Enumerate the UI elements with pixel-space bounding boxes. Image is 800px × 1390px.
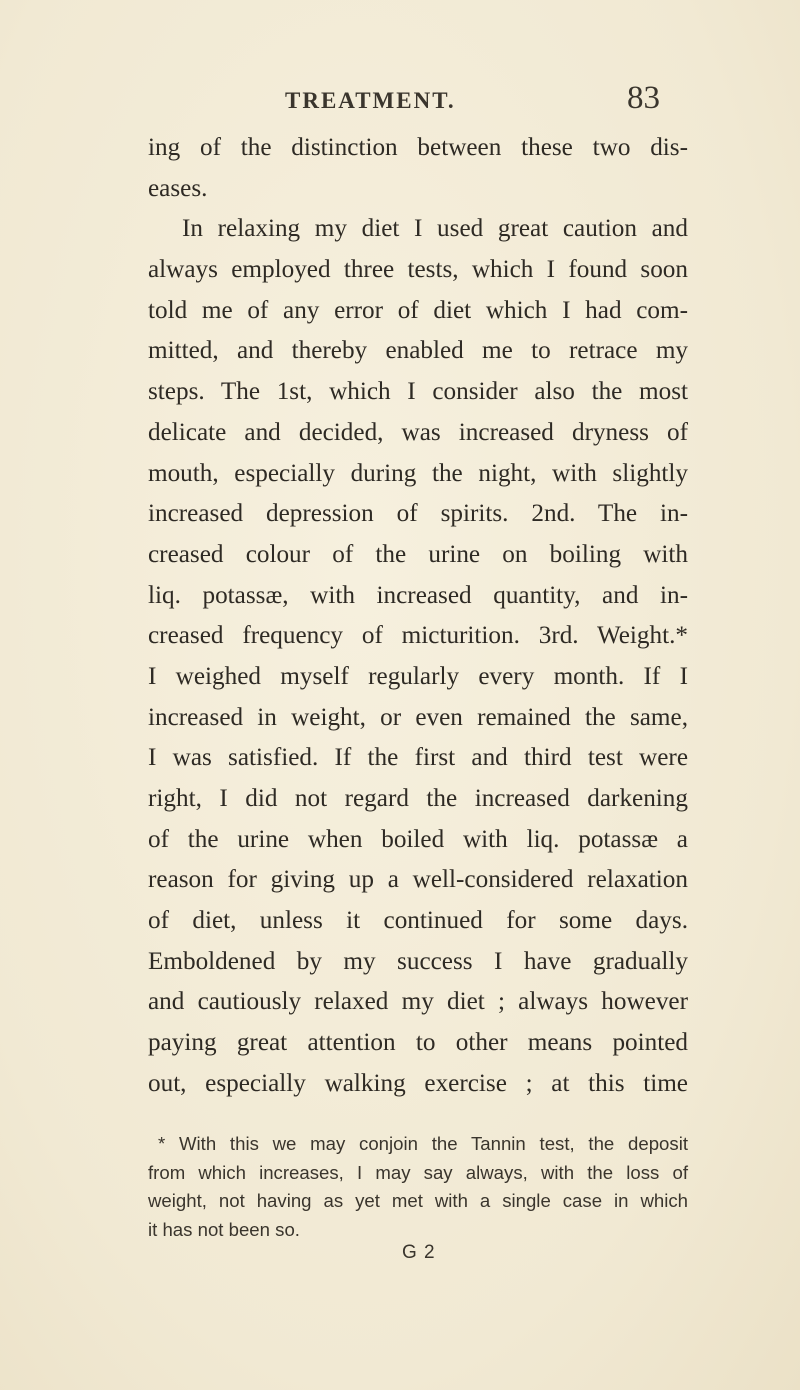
body-line: increased depression of spirits. 2nd. The in- <box>148 500 688 528</box>
footnote <box>148 1130 688 1244</box>
page-number: 83 <box>627 80 660 116</box>
body-line: I was satisfied. If the first and third test were <box>148 744 688 772</box>
body-line: of diet, unless it continued for some days. <box>148 907 688 935</box>
body-line: eases. <box>148 174 208 202</box>
running-head: TREATMENT. <box>285 88 456 113</box>
body-line: right, I did not regard the increased darkening <box>148 785 688 812</box>
body-line: and cautiously relaxed my diet ; always however <box>148 988 688 1016</box>
body-line: steps. The 1st, which I consider also the most <box>148 378 688 406</box>
footnote-line: * With this we may conjoin the Tannin test, the deposit <box>158 1133 688 1154</box>
body-line: always employed three tests, which I found soon <box>148 256 688 284</box>
body-line: creased frequency of micturition. 3rd. Weight.* <box>148 622 688 650</box>
body-line: In relaxing my diet I used great caution and <box>182 215 688 243</box>
body-line: out, especially walking exercise ; at this time <box>148 1069 688 1097</box>
body-line: I weighed myself regularly every month. If I <box>148 662 688 690</box>
footnote-line: it has not been so. <box>148 1218 300 1240</box>
footnote-line: weight, not having as yet met with a single case in which <box>148 1190 688 1211</box>
body-line: creased colour of the urine on boiling with <box>148 540 688 568</box>
body-line: ing of the distinction between these two dis- <box>148 134 688 161</box>
footnote-line: from which increases, I may say always, with the loss of <box>148 1161 688 1183</box>
body-line: liq. potassæ, with increased quantity, and in- <box>148 581 688 609</box>
body-line: delicate and decided, was increased dryness of <box>148 418 688 446</box>
body-line: increased in weight, or even remained the same, <box>148 703 688 731</box>
body-line: mouth, especially during the night, with slightly <box>148 459 688 487</box>
body-line: paying great attention to other means pointed <box>148 1029 688 1057</box>
body-line: mitted, and thereby enabled me to retrace my <box>148 337 688 365</box>
body-line: Emboldened by my success I have gradually <box>148 947 688 975</box>
signature-mark: G 2 <box>402 1242 436 1263</box>
body-text <box>148 128 688 1105</box>
body-line: of the urine when boiled with liq. potassæ a <box>148 825 688 853</box>
body-line: told me of any error of diet which I had com- <box>148 296 688 324</box>
body-line: reason for giving up a well-considered relaxation <box>148 866 688 894</box>
page-header <box>190 80 660 128</box>
